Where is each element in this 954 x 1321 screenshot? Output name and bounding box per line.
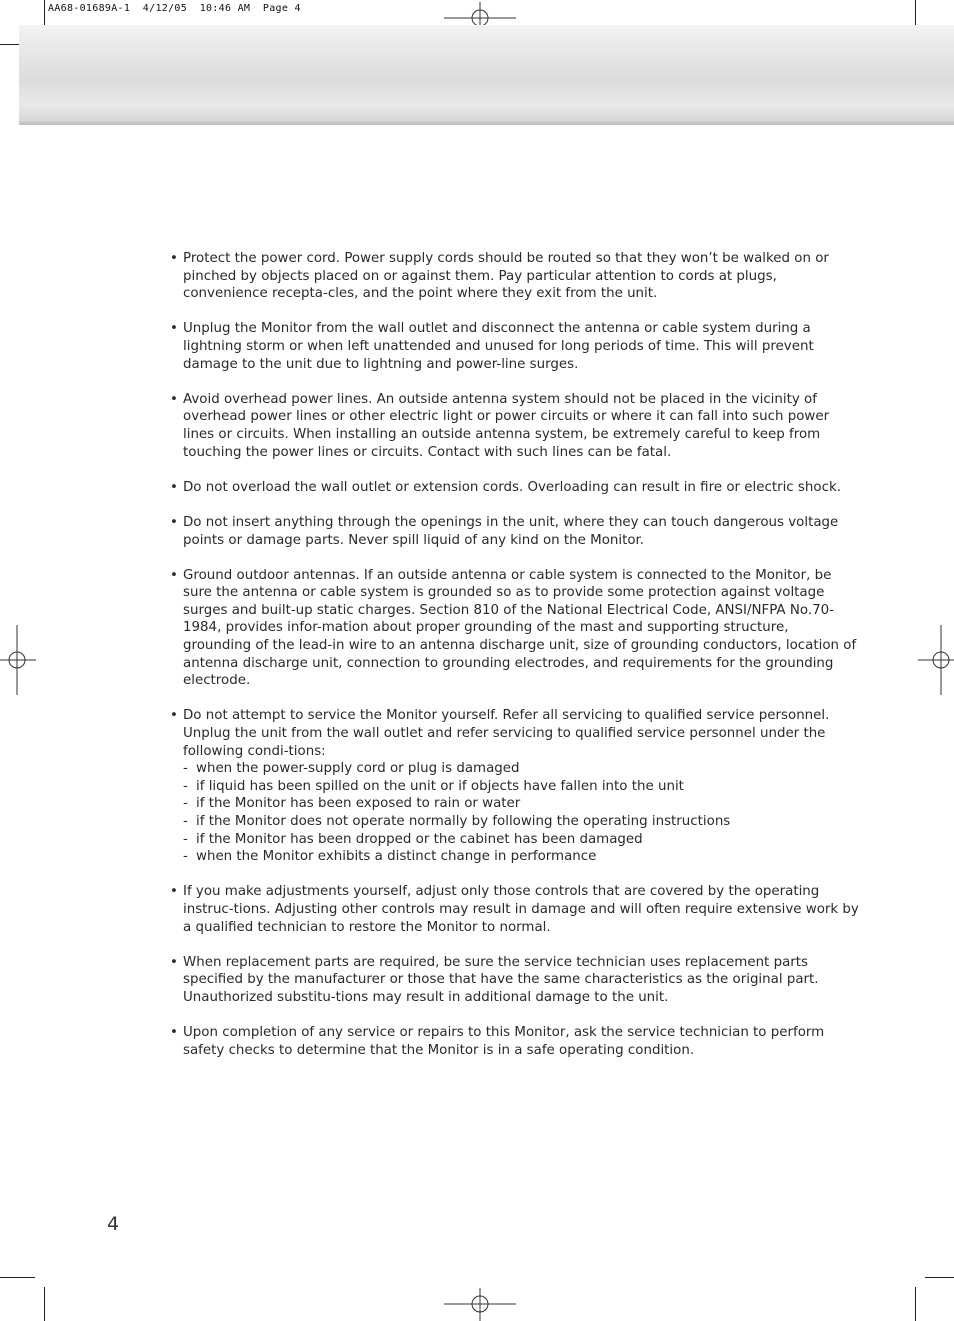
instruction-item <box>170 1024 860 1059</box>
service-condition <box>170 795 860 813</box>
instruction-text: Do not attempt to service the Monitor yourself. Refer all servicing to qualified service personnel. Unplug the unit from the wall outlet and refer servicing to qualified service personnel under the following condi-tions: <box>183 708 830 759</box>
registration-mark-right <box>918 625 954 695</box>
safety-instructions <box>170 250 860 1077</box>
crop-mark <box>925 1277 954 1278</box>
service-condition-text: if liquid has been spilled on the unit or if objects have fallen into the unit <box>196 778 684 794</box>
registration-mark-left <box>0 625 36 695</box>
print-slug: AA68-01689A-1 4/12/05 10:46 AM Page 4 <box>48 3 301 14</box>
crop-mark <box>44 1287 45 1321</box>
service-condition <box>170 831 860 849</box>
instruction-item <box>170 479 860 497</box>
dash: - <box>183 778 188 794</box>
service-condition <box>170 760 860 778</box>
service-condition-text: when the power-supply cord or plug is damaged <box>196 761 520 777</box>
header-banner <box>19 25 954 125</box>
bullet: • <box>170 251 178 266</box>
service-condition <box>170 778 860 796</box>
service-condition-text: if the Monitor does not operate normally by following the operating instructions <box>196 814 731 829</box>
service-condition-text: when the Monitor exhibits a distinct change in performance <box>196 849 597 865</box>
instruction-text: Ground outdoor antennas. If an outside antenna or cable system is connected to the Monitor, be sure the antenna or cable system is grounded so as to provide some protection against voltage surges and built-up static charges. Section 810 of the National Electrical Code, ANSI/NFPA No.70-1984, provides infor-mation about proper grounding of the mast and supporting structure, grounding of the lead-in wire to an antenna discharge unit, size of grounding conductors, location of antenna discharge unit, connection to grounding electrodes, and requirements for the grounding electrode. <box>183 567 857 689</box>
bullet: • <box>170 479 178 495</box>
instruction-item <box>170 954 860 1007</box>
service-condition-text: if the Monitor has been exposed to rain or water <box>196 796 521 812</box>
bullet: • <box>170 391 178 407</box>
instruction-item <box>170 567 860 690</box>
dash: - <box>183 796 188 812</box>
instruction-text: Protect the power cord. Power supply cords should be routed so that they won’t be walked on or pinched by objects placed on or against them. Pay particular attention to cords at plugs, convenience recepta-cles, and the point where they exit from the unit. <box>183 251 829 302</box>
instruction-item <box>170 707 860 865</box>
page-number: 4 <box>107 1213 120 1235</box>
instruction-item <box>170 514 860 549</box>
instruction-item <box>170 391 860 461</box>
service-conditions-list <box>170 760 860 866</box>
instruction-text: Do not insert anything through the openings in the unit, where they can touch dangerous voltage points or damage parts. Never spill liquid of any kind on the Monitor. <box>183 514 839 548</box>
instruction-item <box>170 250 860 303</box>
crop-mark <box>915 1287 916 1321</box>
instruction-text: Avoid overhead power lines. An outside antenna system should not be placed in the vicinity of overhead power lines or other electric light or power circuits or where it can fall into such power lines or circuits. When installing an outside antenna system, be extremely careful to keep from touching the power lines or circuits. Contact with such lines can be fatal. <box>183 391 830 460</box>
bullet: • <box>170 884 178 900</box>
bullet: • <box>170 954 178 970</box>
instruction-item <box>170 883 860 936</box>
registration-mark-bottom <box>444 1288 516 1321</box>
dash: - <box>183 761 188 777</box>
dash: - <box>183 849 188 865</box>
instruction-text: Unplug the Monitor from the wall outlet and disconnect the antenna or cable system during a lightning storm or when left unattended and unused for long periods of time. This will prevent damage to the unit due to lightning and power-line surges. <box>183 321 814 372</box>
bullet: • <box>170 321 178 337</box>
service-condition <box>170 813 860 831</box>
service-condition <box>170 848 860 866</box>
instruction-text: If you make adjustments yourself, adjust only those controls that are covered by the operating instruc-tions. Adjusting other controls may result in damage and will often require extensive work by a qualified technician to restore the Monitor to normal. <box>183 884 859 935</box>
instruction-item <box>170 320 860 373</box>
instruction-text: Do not overload the wall outlet or extension cords. Overloading can result in fire or electric shock. <box>183 479 841 495</box>
instruction-text: When replacement parts are required, be sure the service technician uses replacement parts specified by the manufacturer or those that have the same characteristics as the original part. Unauthorized substitu-tions may result in additional damage to the unit. <box>183 954 819 1005</box>
service-condition-text: if the Monitor has been dropped or the cabinet has been damaged <box>196 831 643 847</box>
instruction-text: Upon completion of any service or repairs to this Monitor, ask the service technician to perform safety checks to determine that the Monitor is in a safe operating condition. <box>183 1025 825 1058</box>
crop-mark <box>0 1277 35 1278</box>
bullet: • <box>170 1025 178 1041</box>
bullet: • <box>170 567 178 583</box>
bullet: • <box>170 514 178 530</box>
bullet: • <box>170 708 178 724</box>
dash: - <box>183 814 188 829</box>
dash: - <box>183 831 188 847</box>
